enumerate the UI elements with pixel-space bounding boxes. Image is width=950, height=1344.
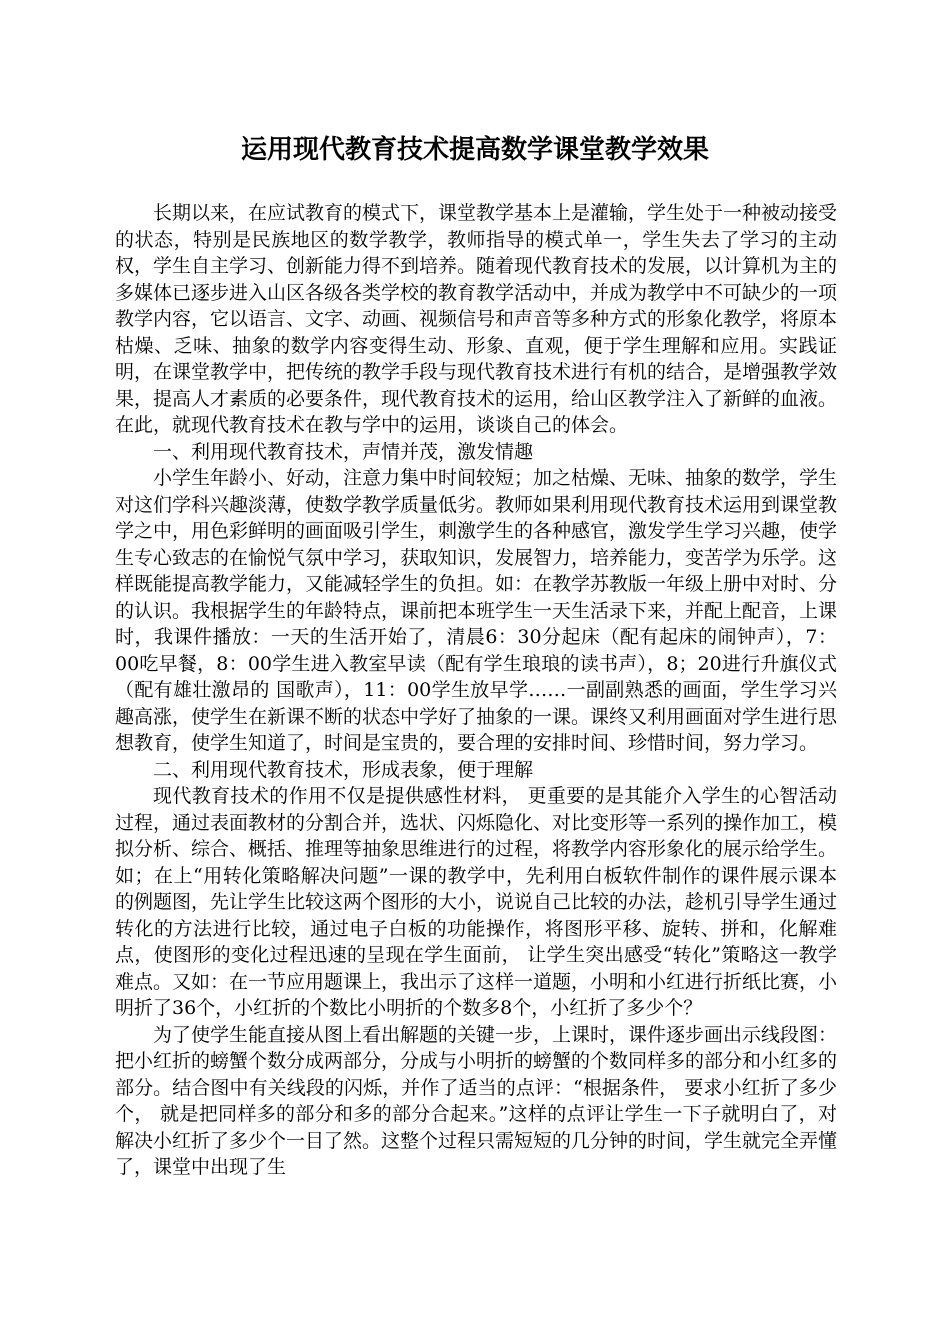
- paragraph-intro: 长期以来，在应试教育的模式下，课堂教学基本上是灌输，学生处于一种被动接受的状态，特别是民族地区的数学教学，教师指导的模式单一，学生失去了学习的主动权，学生自主学习、创新能力得不到培养。随着现代教育技术的发展，以计算机为主的多媒体已逐步进入山区各级各类学校的教育教学活动中，并成为教学中不可缺少的一项教学内容，它以语言、文字、动画、视频信号和声音等多种方式的形象化教学，将原本枯燥、乏味、抽象的数学内容变得生动、形象、直观，便于学生理解和应用。实践证明，在课堂教学中，把传统的教学手段与现代教育技术进行有机的结合，是增强教学效果，提高人才素质的必要条件，现代教育技术的运用，给山区教学注入了新鲜的血液。在此，就现代教育技术在教与学中的运用，谈谈自己的体会。: [115, 202, 838, 436]
- document-title: 运用现代教育技术提高数学课堂教学效果: [240, 135, 709, 165]
- section-heading-1: 一、利用现代教育技术，声情并茂，激发情趣: [153, 440, 534, 463]
- paragraph-section-1: 小学生年龄小、好动，注意力集中时间较短；加之枯燥、无味、抽象的数学，学生对这们学科兴趣淡薄，使数学教学质量低劣。教师如果利用现代教育技术运用到课堂教学之中，用色彩鲜明的画面吸引学生，刺激学生的各种感官，激发学生学习兴趣，使学生专心致志的在愉悦气氛中学习，获取知识，发展智力，培养能力，变苦学为乐学。这样既能提高教学能力，又能减轻学生的负担。如：在教学苏教版一年级上册中对时、分的认识。我根据学生的年龄特点，课前把本班学生一天生活录下来，并配上配音，上课时，我课件播放：一天的生活开始了，清晨6：30分起床（配有起床的闹钟声），7：00吃早餐，8：00学生进入教室早读（配有学生琅琅的读书声），8；20进行升旗仪式（配有雄壮激昂的 国歌声），11：00学生放早学……一副副熟悉的画面，学生学习兴趣高涨，使学生在新课不断的状态中学好了抽象的一课。课终又利用画面对学生进行思想教育，使学生知道了，时间是宝贵的，要合理的安排时间、珍惜时间，努力学习。: [115, 467, 838, 754]
- section-heading-2: 二、利用现代教育技术，形成表象，便于理解: [153, 758, 534, 781]
- document-body: [115, 200, 837, 1181]
- paragraph-section-2-continued: 为了使学生能直接从图上看出解题的关键一步，上课时，课件逐步画出示线段图：把小红折的螃蟹个数分成两部分，分成与小明折的螃蟹的个数同样多的部分和小红多的部分。结合图中有关线段的闪烁，并作了适当的点评：“根据条件， 要求小红折了多少个， 就是把同样多的部分和多的部分合起来。”这样的点评让学生一下子就明白了，对解决小红折了多少个一目了然。这整个过程只需短短的几分钟的时间，学生就完全弄懂了，课堂中出现了生: [115, 1023, 838, 1178]
- paragraph-section-2: 现代教育技术的作用不仅是提供感性材料， 更重要的是其能介入学生的心智活动过程，通过表面教材的分割合并，选状、闪烁隐化、对比变形等一系列的操作加工，模拟分析、综合、概括、推理等抽象思维进行的过程，将教学内容形象化的展示给学生。如；在上“用转化策略解决问题”一课的教学中，先利用白板软件制作的课件展示课本的例题图，先让学生比较这两个图形的大小，说说自己比较的办法，趁机引导学生通过转化的方法进行比较，通过电子白板的功能操作，将图形平移、旋转、拼和，化解难点，使图形的变化过程迅速的呈现在学生面前， 让学生突出感受“转化”策略这一教学难点。又如：在一节应用题课上，我出示了这样一道题，小明和小红进行折纸比赛，小明折了36个，小红折的个数比小明折的个数多8个，小红折了多少个？: [115, 785, 838, 1019]
